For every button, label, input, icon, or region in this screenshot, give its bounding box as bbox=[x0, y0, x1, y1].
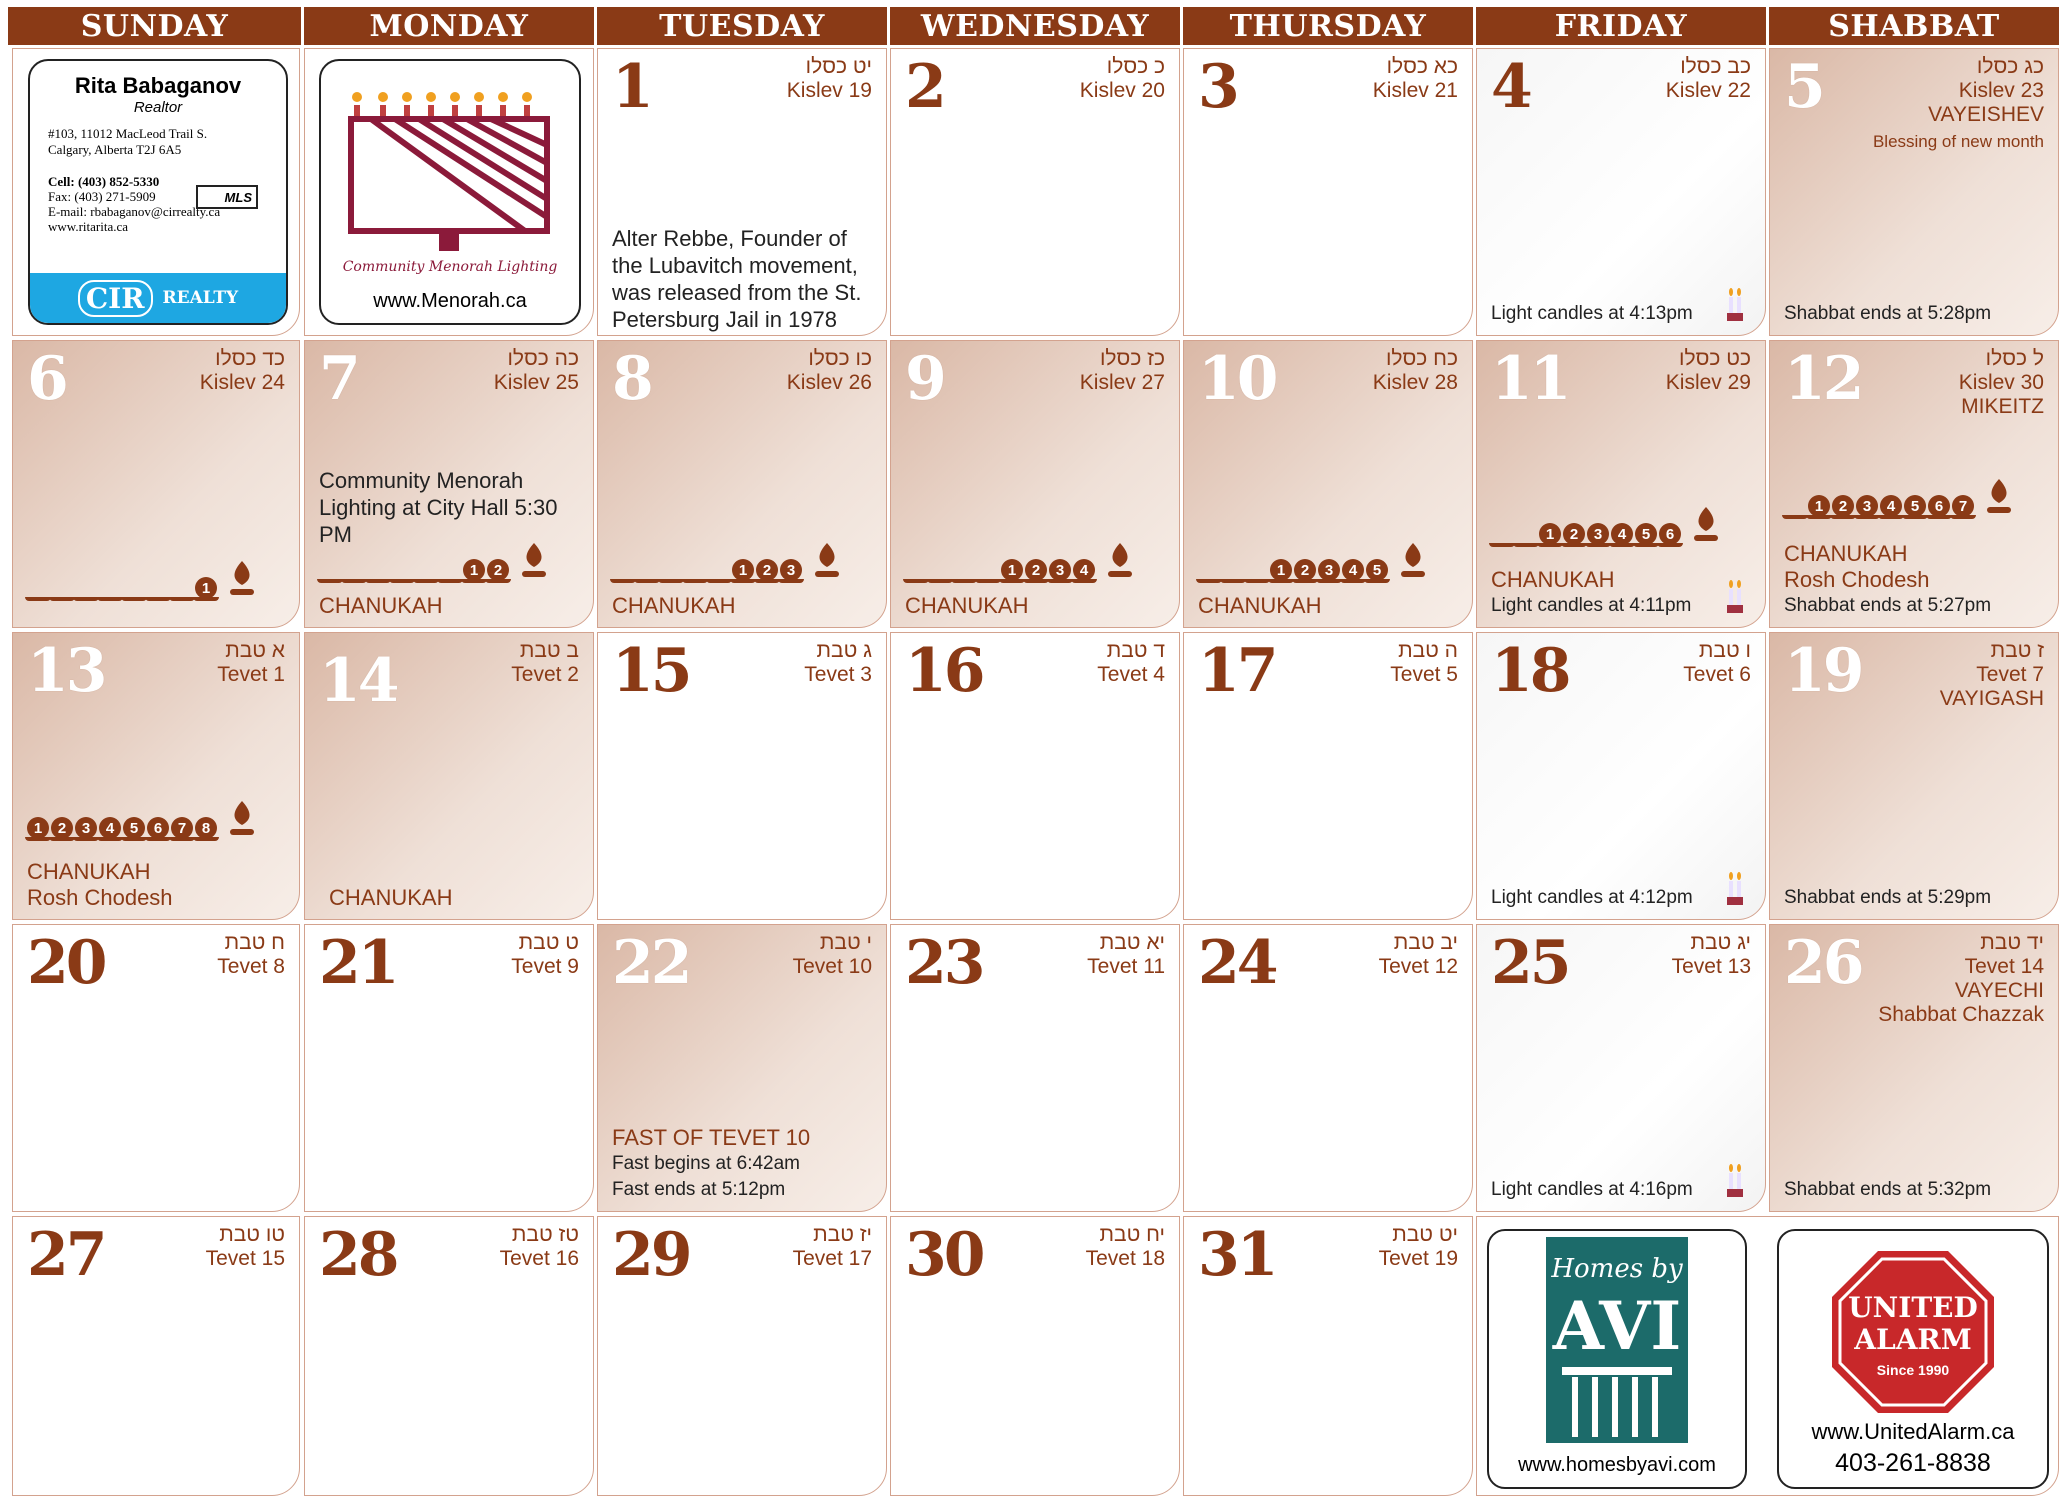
fast-ends: Fast ends at 5:12pm bbox=[612, 1179, 786, 1200]
day-cell[interactable] bbox=[1769, 340, 2059, 628]
menorah-ad-cell bbox=[304, 48, 594, 336]
holiday-label-2: Rosh Chodesh bbox=[27, 885, 173, 910]
oil-lamp-icon: 2 bbox=[49, 811, 75, 841]
day-cell[interactable] bbox=[597, 48, 887, 336]
shabbat-chazzak: Shabbat Chazzak bbox=[1878, 1003, 2044, 1026]
oil-lamp-icon: 6 bbox=[1657, 517, 1683, 547]
hebrew-date: ה טבת bbox=[1398, 639, 1458, 662]
day-number: 12 bbox=[1784, 344, 1862, 414]
holiday-label: CHANUKAH bbox=[329, 885, 453, 910]
oil-lamp-icon bbox=[927, 553, 953, 583]
header-wednesday: WEDNESDAY bbox=[890, 7, 1180, 45]
fast-label: FAST OF TEVET 10 bbox=[612, 1125, 811, 1150]
chanukah-menorah bbox=[903, 541, 1135, 583]
oil-lamp-icon bbox=[1513, 517, 1539, 547]
holiday-label: CHANUKAH bbox=[27, 859, 151, 884]
oil-lamp-icon: 8 bbox=[193, 811, 219, 841]
day-number: 2 bbox=[905, 52, 944, 122]
shamash-flame-icon bbox=[1984, 477, 2014, 519]
kislev-date: Kislev 28 bbox=[1372, 371, 1458, 394]
day-cell[interactable] bbox=[597, 632, 887, 920]
realtor-title: Realtor bbox=[133, 99, 183, 116]
day-cell[interactable] bbox=[1476, 340, 1766, 628]
kislev-date: Kislev 26 bbox=[786, 371, 872, 394]
oil-lamp-icon: 2 bbox=[754, 553, 780, 583]
tevet-date: Tevet 11 bbox=[1087, 955, 1165, 978]
oil-lamp-icon: 3 bbox=[1585, 517, 1611, 547]
oil-lamp-icon: 5 bbox=[1902, 489, 1928, 519]
hebrew-date: כח כסלו bbox=[1385, 347, 1458, 370]
kislev-date: Kislev 24 bbox=[199, 371, 285, 394]
oil-lamp-icon: 1 bbox=[461, 553, 487, 583]
cir-realty-logo: CIR REALTY bbox=[30, 273, 286, 323]
day-cell[interactable] bbox=[890, 924, 1180, 1212]
parsha: VAYIGASH bbox=[1939, 687, 2044, 710]
shamash-flame-icon bbox=[519, 541, 549, 583]
shamash-flame-icon bbox=[812, 541, 842, 583]
day-number: 19 bbox=[1784, 636, 1862, 706]
shabbat-ends-time: Shabbat ends at 5:28pm bbox=[1784, 303, 1992, 324]
day-number: 21 bbox=[319, 928, 397, 998]
oil-lamp-icon: 6 bbox=[145, 811, 171, 841]
day-cell[interactable] bbox=[1476, 48, 1766, 336]
oil-lamp-icon: 2 bbox=[1023, 553, 1049, 583]
day-number: 24 bbox=[1198, 928, 1276, 998]
day-cell[interactable] bbox=[1476, 632, 1766, 920]
tevet-date: Tevet 18 bbox=[1085, 1247, 1165, 1270]
tevet-date: Tevet 1 bbox=[217, 663, 285, 686]
day-number: 10 bbox=[1198, 344, 1276, 414]
shamash-flame-icon bbox=[227, 559, 257, 601]
tevet-date: Tevet 5 bbox=[1390, 663, 1458, 686]
event-text: Community Menorah Lighting at City Hall 5:30 PM bbox=[319, 468, 558, 547]
hebrew-date: כו כסלו bbox=[808, 347, 872, 370]
oil-lamp-icon: 2 bbox=[1830, 489, 1856, 519]
oil-lamp-icon: 4 bbox=[1609, 517, 1635, 547]
day-number: 7 bbox=[319, 344, 358, 414]
candle-lighting-time: Light candles at 4:13pm bbox=[1491, 303, 1693, 324]
chanukah-menorah bbox=[1782, 477, 2014, 519]
oil-lamp-icon: 4 bbox=[1340, 553, 1366, 583]
oil-lamp-icon bbox=[706, 553, 732, 583]
oil-lamp-icon: 1 bbox=[730, 553, 756, 583]
oil-lamp-icon: 2 bbox=[1292, 553, 1318, 583]
day-cell[interactable] bbox=[12, 924, 300, 1212]
day-number: 9 bbox=[905, 344, 944, 414]
header-thursday: THURSDAY bbox=[1183, 7, 1473, 45]
day-cell[interactable] bbox=[304, 1216, 594, 1496]
day-number: 31 bbox=[1198, 1220, 1276, 1290]
menorah-logo-icon bbox=[335, 67, 565, 277]
oil-lamp-icon bbox=[951, 553, 977, 583]
hebrew-date: ט טבת bbox=[518, 931, 579, 954]
realtor-name: Rita Babaganov bbox=[74, 73, 242, 98]
oil-lamp-icon bbox=[389, 553, 415, 583]
oil-lamp-icon: 1 bbox=[193, 571, 219, 601]
tevet-date: Tevet 10 bbox=[792, 955, 872, 978]
day-number: 5 bbox=[1784, 52, 1823, 122]
hebrew-date: כד כסלו bbox=[215, 347, 285, 370]
oil-lamp-icon bbox=[341, 553, 367, 583]
day-cell[interactable] bbox=[890, 1216, 1180, 1496]
tevet-date: Tevet 19 bbox=[1378, 1247, 1458, 1270]
oil-lamp-icon: 4 bbox=[1071, 553, 1097, 583]
day-number: 6 bbox=[27, 344, 66, 414]
shamash-flame-icon bbox=[1691, 505, 1721, 547]
fast-begins: Fast begins at 6:42am bbox=[612, 1153, 800, 1174]
oil-lamp-icon bbox=[1489, 517, 1515, 547]
tevet-date: Tevet 9 bbox=[511, 955, 579, 978]
day-number: 20 bbox=[27, 928, 105, 998]
day-cell[interactable] bbox=[12, 632, 300, 920]
calendar-grid bbox=[0, 48, 2059, 1496]
realtor-fax: Fax: (403) 271-5909 bbox=[48, 189, 156, 204]
hebrew-date: ג טבת bbox=[816, 639, 872, 662]
homes-by-avi-logo-icon bbox=[1542, 1237, 1692, 1443]
candles-icon bbox=[1725, 1163, 1745, 1199]
chanukah-menorah bbox=[610, 541, 842, 583]
oil-lamp-icon bbox=[365, 553, 391, 583]
hebrew-date: כג כסלו bbox=[1976, 55, 2044, 78]
oil-lamp-icon bbox=[73, 571, 99, 601]
parsha: MIKEITZ bbox=[1961, 395, 2044, 418]
oil-lamp-icon bbox=[903, 553, 929, 583]
day-cell[interactable] bbox=[12, 340, 300, 628]
parsha: VAYEISHEV bbox=[1928, 103, 2044, 126]
day-cell[interactable] bbox=[1183, 340, 1473, 628]
hebrew-date: כט כסלו bbox=[1679, 347, 1751, 370]
day-number: 30 bbox=[905, 1220, 983, 1290]
day-cell[interactable] bbox=[1769, 924, 2059, 1212]
day-number: 13 bbox=[27, 636, 105, 706]
chanukah-menorah bbox=[25, 799, 257, 841]
candle-lighting-time: Light candles at 4:12pm bbox=[1491, 887, 1693, 908]
tevet-date: Tevet 4 bbox=[1097, 663, 1165, 686]
day-number: 1 bbox=[612, 52, 651, 122]
hebrew-date: יד טבת bbox=[1980, 931, 2044, 954]
svg-text:Community Menorah Lighting: Community Menorah Lighting bbox=[342, 259, 558, 275]
hebrew-date: כז כסלו bbox=[1099, 347, 1165, 370]
oil-lamp-icon bbox=[610, 553, 636, 583]
candles-icon bbox=[1725, 287, 1745, 323]
tevet-date: Tevet 12 bbox=[1378, 955, 1458, 978]
hebrew-date: יח טבת bbox=[1099, 1223, 1165, 1246]
day-cell[interactable] bbox=[1183, 48, 1473, 336]
hebrew-date: כה כסלו bbox=[507, 347, 579, 370]
hebrew-date: יא טבת bbox=[1099, 931, 1165, 954]
oil-lamp-icon: 4 bbox=[1878, 489, 1904, 519]
hebrew-date: ב טבת bbox=[519, 639, 579, 662]
oil-lamp-icon: 2 bbox=[485, 553, 511, 583]
shamash-flame-icon bbox=[1105, 541, 1135, 583]
shabbat-ends-time: Shabbat ends at 5:32pm bbox=[1784, 1179, 1992, 1200]
hebrew-date: יט טבת bbox=[1392, 1223, 1458, 1246]
oil-lamp-icon: 3 bbox=[1316, 553, 1342, 583]
day-number: 11 bbox=[1491, 344, 1569, 414]
tevet-date: Tevet 8 bbox=[217, 955, 285, 978]
realtor-cell: Cell: (403) 852-5330 bbox=[48, 174, 160, 189]
day-cell[interactable] bbox=[597, 1216, 887, 1496]
hebrew-date: ו טבת bbox=[1698, 639, 1751, 662]
candles-icon bbox=[1725, 871, 1745, 907]
oil-lamp-icon: 1 bbox=[25, 811, 51, 841]
day-cell[interactable] bbox=[597, 340, 887, 628]
tevet-date: Tevet 3 bbox=[804, 663, 872, 686]
kislev-date: Kislev 20 bbox=[1079, 79, 1165, 102]
holiday-label: CHANUKAH bbox=[1198, 593, 1322, 618]
hebrew-date: א טבת bbox=[225, 639, 285, 662]
homes-by-avi-url[interactable]: www.homesbyavi.com bbox=[1518, 1454, 1716, 1476]
oil-lamp-icon: 1 bbox=[999, 553, 1025, 583]
tevet-date: Tevet 16 bbox=[499, 1247, 579, 1270]
day-number: 23 bbox=[905, 928, 983, 998]
day-number: 3 bbox=[1198, 52, 1237, 122]
oil-lamp-icon bbox=[25, 571, 51, 601]
tevet-date: Tevet 6 bbox=[1683, 663, 1751, 686]
day-cell[interactable] bbox=[1476, 924, 1766, 1212]
oil-lamp-icon: 1 bbox=[1268, 553, 1294, 583]
day-cell[interactable] bbox=[1769, 632, 2059, 920]
oil-lamp-icon: 7 bbox=[1950, 489, 1976, 519]
hebrew-date: ד טבת bbox=[1106, 639, 1165, 662]
oil-lamp-icon: 1 bbox=[1806, 489, 1832, 519]
parsha: VAYECHI bbox=[1954, 979, 2044, 1002]
header-monday: MONDAY bbox=[304, 7, 594, 45]
day-number: 26 bbox=[1784, 928, 1862, 998]
chanukah-menorah bbox=[25, 559, 257, 601]
menorah-url[interactable]: www.Menorah.ca bbox=[373, 290, 527, 312]
oil-lamp-icon bbox=[145, 571, 171, 601]
day-cell[interactable] bbox=[1183, 1216, 1473, 1496]
day-cell[interactable] bbox=[304, 924, 594, 1212]
stop-sign-icon bbox=[1828, 1247, 1998, 1417]
candle-lighting-time: Light candles at 4:11pm bbox=[1491, 595, 1692, 616]
shabbat-ends-time: Shabbat ends at 5:29pm bbox=[1784, 887, 1992, 908]
oil-lamp-icon: 2 bbox=[1561, 517, 1587, 547]
hebrew-date: כ כסלו bbox=[1106, 55, 1165, 78]
hebrew-date: טז טבת bbox=[511, 1223, 579, 1246]
oil-lamp-icon bbox=[1782, 489, 1808, 519]
day-cell[interactable] bbox=[597, 924, 887, 1212]
holiday-label: CHANUKAH bbox=[905, 593, 1029, 618]
oil-lamp-icon bbox=[317, 553, 343, 583]
kislev-date: Kislev 21 bbox=[1372, 79, 1458, 102]
candles-icon bbox=[1725, 579, 1745, 615]
oil-lamp-icon bbox=[1220, 553, 1246, 583]
shamash-flame-icon bbox=[1398, 541, 1428, 583]
day-cell[interactable] bbox=[304, 340, 594, 628]
tevet-date: Tevet 17 bbox=[792, 1247, 872, 1270]
day-cell[interactable] bbox=[304, 632, 594, 920]
hebrew-date: טו טבת bbox=[219, 1223, 285, 1246]
chanukah-menorah bbox=[317, 541, 549, 583]
hebrew-date: ז טבת bbox=[1990, 639, 2044, 662]
day-number: 28 bbox=[319, 1220, 397, 1290]
holiday-label: CHANUKAH bbox=[612, 593, 736, 618]
day-cell[interactable] bbox=[1183, 924, 1473, 1212]
day-number: 27 bbox=[27, 1220, 105, 1290]
day-number: 17 bbox=[1198, 636, 1276, 706]
shamash-flame-icon bbox=[227, 799, 257, 841]
holiday-label: CHANUKAH bbox=[1784, 541, 1908, 566]
day-number: 8 bbox=[612, 344, 651, 414]
oil-lamp-icon: 3 bbox=[73, 811, 99, 841]
chanukah-menorah bbox=[1196, 541, 1428, 583]
hebrew-date: כב כסלו bbox=[1680, 55, 1751, 78]
event-text: Alter Rebbe, Founder of the Lubavitch movement, was released from the St. Petersburg Jail in 1978 bbox=[612, 226, 862, 332]
united-alarm-url[interactable]: www.UnitedAlarm.ca bbox=[1811, 1419, 2015, 1444]
kislev-date: Kislev 19 bbox=[786, 79, 872, 102]
day-cell[interactable] bbox=[890, 632, 1180, 920]
chanukah-menorah bbox=[1489, 505, 1721, 547]
oil-lamp-icon bbox=[658, 553, 684, 583]
oil-lamp-icon: 4 bbox=[97, 811, 123, 841]
kislev-date: Kislev 23 bbox=[1958, 79, 2044, 102]
day-number: 15 bbox=[612, 636, 690, 706]
kislev-date: Kislev 29 bbox=[1665, 371, 1751, 394]
day-cell[interactable] bbox=[1769, 48, 2059, 336]
homes-by-avi-ad[interactable] bbox=[1487, 1229, 1747, 1489]
day-cell[interactable] bbox=[890, 340, 1180, 628]
hebrew-date: יט כסלו bbox=[805, 55, 872, 78]
blessing-note: Blessing of new month bbox=[1872, 132, 2044, 151]
oil-lamp-icon bbox=[1196, 553, 1222, 583]
oil-lamp-icon: 3 bbox=[1854, 489, 1880, 519]
header-friday: FRIDAY bbox=[1476, 7, 1766, 45]
oil-lamp-icon bbox=[121, 571, 147, 601]
holiday-label: CHANUKAH bbox=[319, 593, 443, 618]
kislev-date: Kislev 30 bbox=[1958, 371, 2044, 394]
oil-lamp-icon: 5 bbox=[1633, 517, 1659, 547]
header-sunday: SUNDAY bbox=[8, 7, 301, 45]
svg-text:UNITED: UNITED bbox=[1848, 1291, 1978, 1324]
oil-lamp-icon: 1 bbox=[1537, 517, 1563, 547]
day-cell[interactable] bbox=[890, 48, 1180, 336]
tevet-date: Tevet 13 bbox=[1671, 955, 1751, 978]
oil-lamp-icon: 7 bbox=[169, 811, 195, 841]
united-alarm-phone[interactable]: 403-261-8838 bbox=[1835, 1449, 1991, 1477]
holiday-label-2: Rosh Chodesh bbox=[1784, 567, 1930, 592]
kislev-date: Kislev 22 bbox=[1665, 79, 1751, 102]
oil-lamp-icon: 3 bbox=[1047, 553, 1073, 583]
kislev-date: Kislev 27 bbox=[1079, 371, 1165, 394]
oil-lamp-icon bbox=[975, 553, 1001, 583]
hebrew-date: ל כסלו bbox=[1985, 347, 2044, 370]
oil-lamp-icon bbox=[634, 553, 660, 583]
oil-lamp-icon bbox=[169, 571, 195, 601]
mls-logo: MLS bbox=[196, 185, 258, 209]
day-number: 14 bbox=[319, 646, 397, 716]
realtor-addr1: #103, 11012 MacLeod Trail S. bbox=[48, 126, 208, 141]
oil-lamp-icon bbox=[97, 571, 123, 601]
menorah-ad[interactable] bbox=[319, 59, 581, 325]
day-cell[interactable] bbox=[1183, 632, 1473, 920]
realtor-addr2: Calgary, Alberta T2J 6A5 bbox=[48, 142, 182, 157]
hebrew-date: יז טבת bbox=[813, 1223, 872, 1246]
day-number: 18 bbox=[1491, 636, 1569, 706]
realtor-ad[interactable] bbox=[28, 59, 288, 325]
realtor-email: E-mail: rbabaganov@cirrealty.ca bbox=[48, 204, 221, 219]
header-tuesday: TUESDAY bbox=[597, 7, 887, 45]
tevet-date: Tevet 2 bbox=[511, 663, 579, 686]
oil-lamp-icon bbox=[682, 553, 708, 583]
oil-lamp-icon bbox=[437, 553, 463, 583]
day-number: 22 bbox=[612, 928, 690, 998]
day-number: 4 bbox=[1491, 52, 1530, 122]
svg-text:ALARM: ALARM bbox=[1854, 1323, 1972, 1356]
hebrew-date: ח טבת bbox=[224, 931, 285, 954]
day-number: 16 bbox=[905, 636, 983, 706]
united-alarm-ad[interactable] bbox=[1777, 1229, 2049, 1489]
realtor-ad-cell bbox=[12, 48, 300, 336]
svg-text:Since 1990: Since 1990 bbox=[1876, 1362, 1950, 1378]
day-number: 29 bbox=[612, 1220, 690, 1290]
realtor-web[interactable]: www.ritarita.ca bbox=[48, 219, 129, 234]
oil-lamp-icon bbox=[413, 553, 439, 583]
hebrew-date: יב טבת bbox=[1393, 931, 1458, 954]
svg-text:Homes by: Homes by bbox=[1551, 1254, 1683, 1284]
oil-lamp-icon: 5 bbox=[1364, 553, 1390, 583]
candle-lighting-time: Light candles at 4:16pm bbox=[1491, 1179, 1693, 1200]
svg-text:AVI: AVI bbox=[1552, 1287, 1682, 1365]
day-number: 25 bbox=[1491, 928, 1569, 998]
hebrew-date: כא כסלו bbox=[1386, 55, 1458, 78]
oil-lamp-icon bbox=[49, 571, 75, 601]
oil-lamp-icon: 6 bbox=[1926, 489, 1952, 519]
kislev-date: Kislev 25 bbox=[493, 371, 579, 394]
hebrew-date: יג טבת bbox=[1690, 931, 1751, 954]
hebrew-date: י טבת bbox=[819, 931, 872, 954]
tevet-date: Tevet 14 bbox=[1964, 955, 2044, 978]
shabbat-ends-time: Shabbat ends at 5:27pm bbox=[1784, 595, 1992, 616]
oil-lamp-icon bbox=[1244, 553, 1270, 583]
ads-cell bbox=[1476, 1216, 2059, 1496]
header-shabbat: SHABBAT bbox=[1769, 7, 2059, 45]
day-cell[interactable] bbox=[12, 1216, 300, 1496]
tevet-date: Tevet 7 bbox=[1976, 663, 2044, 686]
holiday-label: CHANUKAH bbox=[1491, 567, 1615, 592]
oil-lamp-icon: 3 bbox=[778, 553, 804, 583]
oil-lamp-icon: 5 bbox=[121, 811, 147, 841]
tevet-date: Tevet 15 bbox=[205, 1247, 285, 1270]
